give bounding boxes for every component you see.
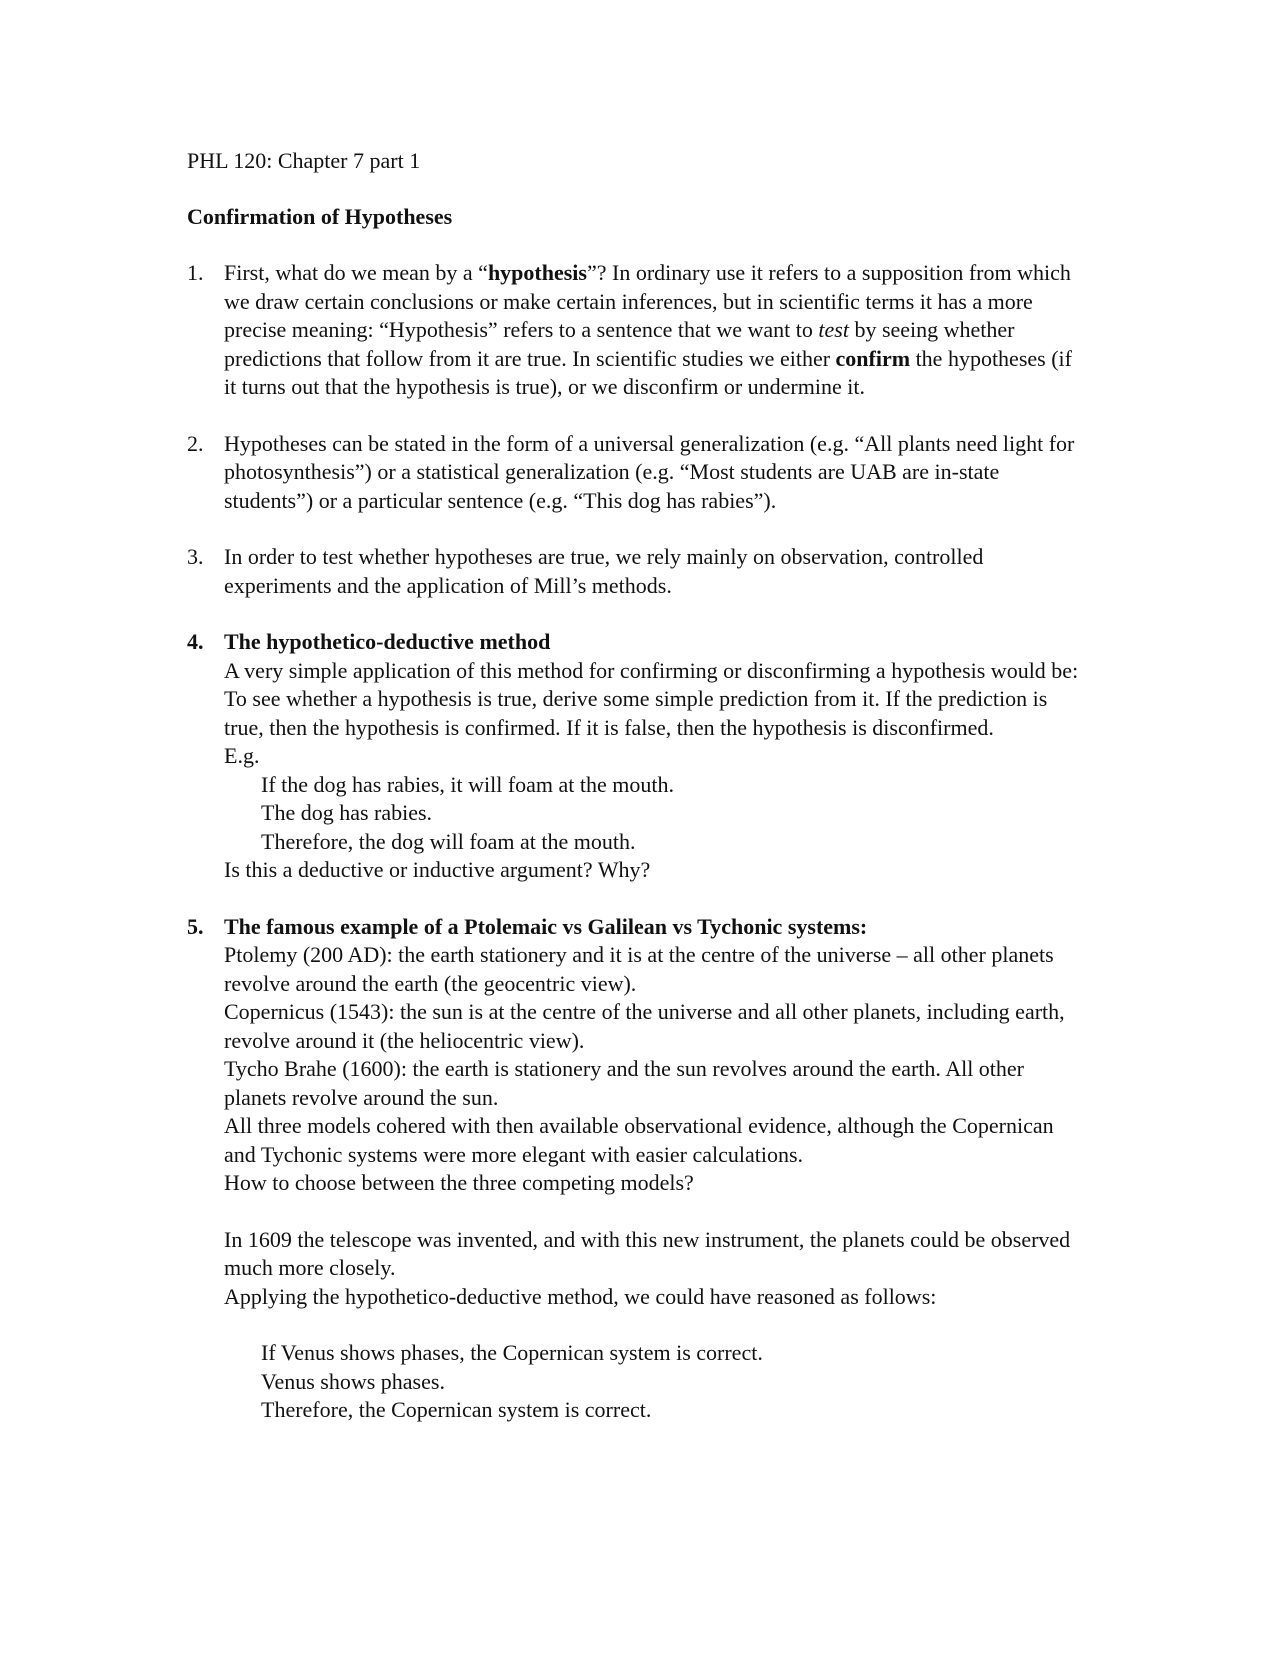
venus-premise-2: Venus shows phases. — [261, 1368, 445, 1394]
copernicus-text: Copernicus (1543): the sun is at the centre of the universe and all other planets, including earth, revolve around it (the heliocentric view). — [224, 999, 1065, 1053]
section-heading-hd-method: The hypothetico-deductive method — [224, 629, 551, 654]
venus-premise-1: If Venus shows phases, the Copernican system is correct. — [261, 1340, 763, 1365]
list-item-2 — [187, 430, 1087, 516]
item-4-question: Is this a deductive or inductive argument? Why? — [224, 857, 651, 882]
telescope-text: In 1609 the telescope was invented, and with this new instrument, the planets could be observed much more closely. — [224, 1226, 1071, 1280]
item-3-text: In order to test whether hypotheses are true, we rely mainly on observation, controlled experiments and the application of Mill’s methods. — [224, 544, 984, 598]
list-number: 3. — [187, 544, 204, 569]
section-heading-systems: The famous example of a Ptolemaic vs Galilean vs Tychonic systems: — [224, 913, 868, 939]
term-test: test — [818, 317, 849, 342]
list-item-4 — [187, 628, 1087, 885]
item-4-body: A very simple application of this method for confirming or disconfirming a hypothesis would be: To see whether a hypothesis is true, derive some simple prediction from it. If the prediction is true, then the hypothesis is confirmed. If it is false, then the hypothesis is disconfirmed. — [224, 657, 1079, 740]
ptolemy-text: Ptolemy (200 AD): the earth stationery and it is at the centre of the universe – all other planets revolve around the earth (the geocentric view). — [224, 942, 1054, 996]
list-item-5 — [187, 913, 1087, 1425]
item-1-text: First, what do we mean by a “hypothesis”? In ordinary use it refers to a supposition from which we draw certain conclusions or make certain inferences, but in scientific terms it has a more precise meaning: “Hypothesis” refers to a sentence that we want to test by seeing whether predictions that follow from it are true. In scientific studies we either confirm the hypotheses (if it turns out that the hypothesis is true), or we disconfirm or undermine it. — [224, 260, 1072, 399]
argument-conclusion: Therefore, the dog will foam at the mouth. — [261, 828, 636, 854]
document-page — [187, 147, 1087, 1425]
page-title: Confirmation of Hypotheses — [187, 203, 453, 229]
list-number: 1. — [187, 260, 204, 285]
term-confirm: confirm — [835, 345, 911, 371]
applying-text: Applying the hypothetico-deductive method, we could have reasoned as follows: — [224, 1283, 937, 1309]
list-number: 2. — [187, 430, 204, 456]
choose-question: How to choose between the three competing models? — [224, 1170, 694, 1195]
list-item-1 — [187, 259, 1087, 402]
cohered-text: All three models cohered with then available observational evidence, although the Copernican and Tychonic systems were more elegant with easier calculations. — [224, 1113, 1054, 1167]
list-number: 5. — [187, 913, 204, 939]
tycho-text: Tycho Brahe (1600): the earth is stationery and the sun revolves around the earth. All other planets revolve around the sun. — [224, 1056, 1025, 1110]
example-label: E.g. — [224, 743, 260, 768]
item-2-text: Hypotheses can be stated in the form of a universal generalization (e.g. “All plants need light for photosynthesis”) or a statistical generalization (e.g. “Most students are UAB are in-state students”) or a particular sentence (e.g. “This dog has rabies”). — [224, 430, 1075, 513]
argument-premise-2: The dog has rabies. — [261, 800, 433, 825]
course-line: PHL 120: Chapter 7 part 1 — [187, 148, 421, 173]
venus-conclusion: Therefore, the Copernican system is correct. — [261, 1397, 652, 1422]
argument-premise-1: If the dog has rabies, it will foam at the mouth. — [261, 771, 675, 797]
term-hypothesis: hypothesis — [487, 260, 587, 285]
list-item-3 — [187, 543, 1087, 600]
list-number: 4. — [187, 629, 204, 654]
